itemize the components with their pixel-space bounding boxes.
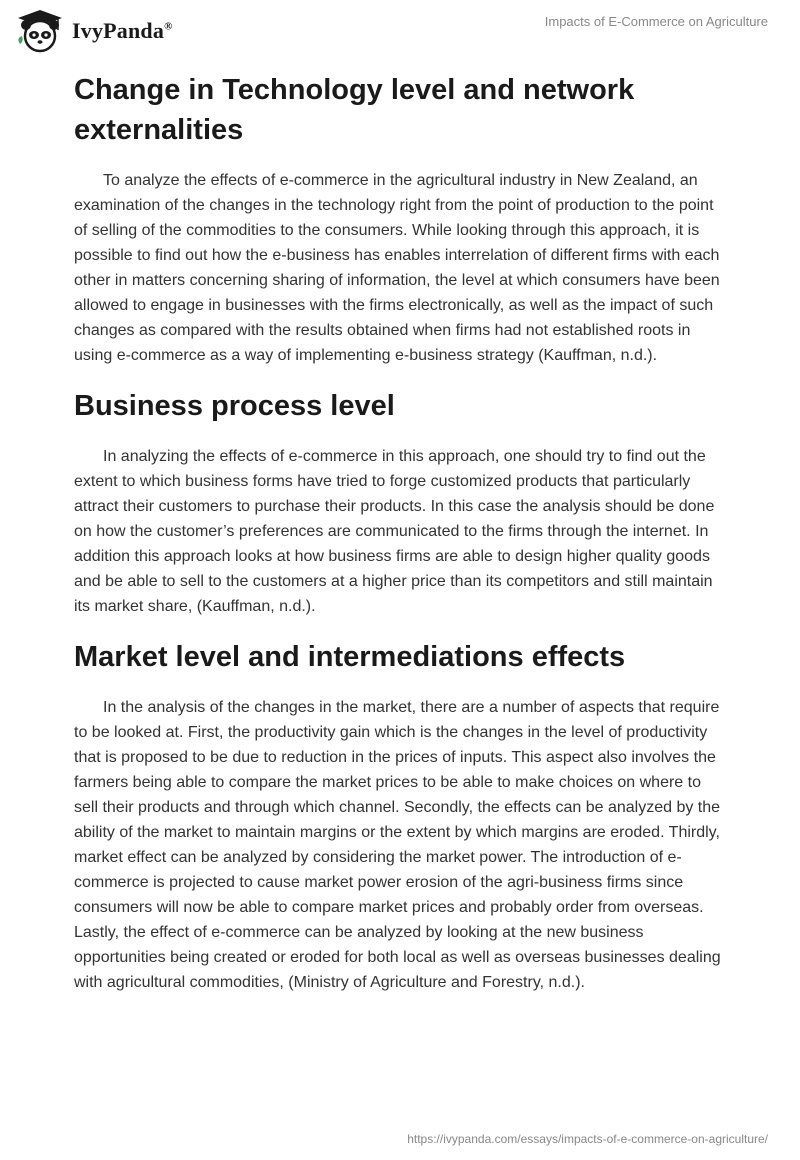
section-paragraph-technology: To analyze the effects of e-commerce in the agricultural industry in New Zealand, an examination of the changes in the technology right from the point of production to the point of selling of the commodities to the consumers. While looking through this approach, it is possible to find out how the e-business has enables interrelation of different firms with each other in matters concerning sharing of information, the level at which consumers have been allowed to engage in businesses with the firms electronically, as well as the impact of such changes as compared with the results obtained when firms had not established roots in using e-commerce as a way of implementing e-business strategy (Kauffman, n.d.).	[74, 172, 720, 364]
section-paragraph-market-level: In the analysis of the changes in the market, there are a number of aspects that require to be looked at. First, the productivity gain which is the changes in the level of productivity that is proposed to be due to reduction in the prices of inputs. This aspect also involves the farmers being able to compare the market prices to be able to make choices on where to sell their products and through which channel. Secondly, the effects can be analyzed by the ability of the market to maintain margins or the extent by which margins are eroded. Thirdly, market effect can be analyzed by considering the market power. The introduction of e-commerce is projected to cause market power erosion of the agri-business firms since consumers will now be able to compare market prices and probably order from overseas. Lastly, the effect of e-commerce can be analyzed by looking at the new business opportunities being created or eroded for both local as well as overseas businesses dealing with agricultural commodities, (Ministry of Agriculture and Forestry, n.d.).	[74, 699, 721, 991]
footer-url-link[interactable]: https://ivypanda.com/essays/impacts-of-e-commerce-on-agriculture/	[407, 1132, 768, 1146]
document-title: Impacts of E-Commerce on Agriculture	[544, 14, 768, 29]
section-heading-market-level: Market level and intermediations effects	[74, 641, 626, 673]
section-heading-business-process: Business process level	[74, 390, 395, 422]
essay-content	[74, 70, 726, 1013]
panda-mascot-icon	[14, 8, 66, 54]
brand-name: IvyPanda®	[72, 18, 173, 43]
section-heading-technology: Change in Technology level and network externalities	[74, 74, 635, 146]
page-header	[0, 0, 800, 60]
section-paragraph-business-process: In analyzing the effects of e-commerce in this approach, one should try to find out the extent to which business forms have tried to forge customized products that particularly attract their customers to purchase their products. In this case the analysis should be done on how the customer’s preferences are communicated to the firms through the internet. In addition this approach looks at how business firms are able to design higher quality goods and be able to sell to the customers at a higher price than its competitors and still maintain its market share, (Kauffman, n.d.).	[74, 448, 715, 615]
brand-logo[interactable]	[14, 8, 173, 54]
